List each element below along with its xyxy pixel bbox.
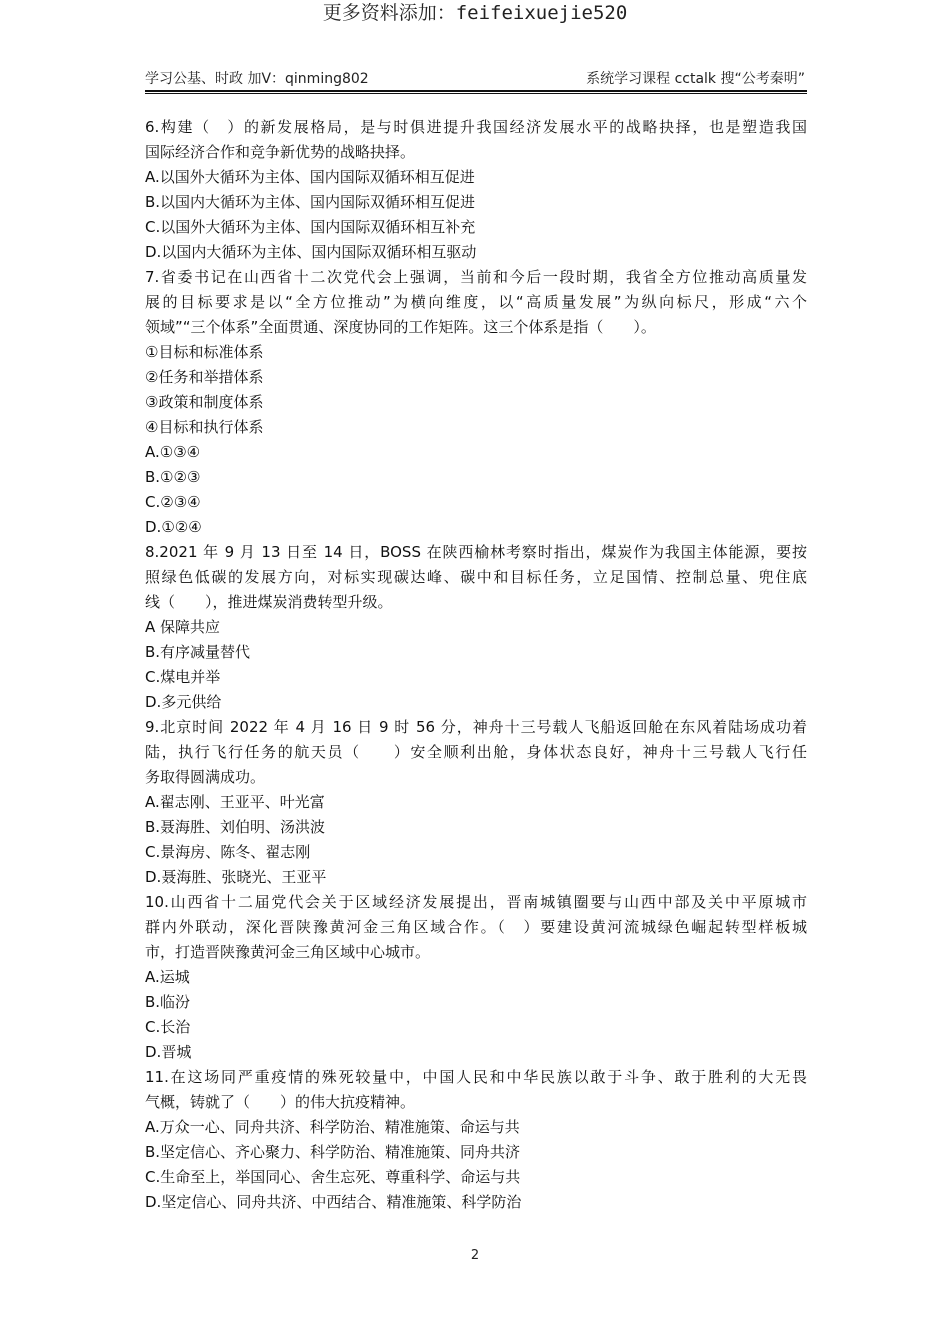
text-line: 国际经济合作和竞争新优势的战略抉择。 xyxy=(145,143,416,161)
text-line: C.长治 xyxy=(145,1018,191,1036)
text-line: B.聂海胜、刘伯明、汤洪波 xyxy=(145,818,326,836)
text-line: ③政策和制度体系 xyxy=(145,393,264,411)
text-line: ④目标和执行体系 xyxy=(145,418,264,436)
text-line: 8.2021 年 9 月 13 日至 14 日，BOSS 在陕西榆林考察时指出，煤炭作为我国主体能源，要按 xyxy=(145,543,807,561)
text-line: A 保障共应 xyxy=(145,618,221,636)
text-line: 群内外联动，深化晋陕豫黄河金三角区域合作。（ ）要建设黄河流城绿色崛起转型样板城 xyxy=(145,918,807,936)
header-right-text: 系统学习课程 cctalk 搜“公考秦明” xyxy=(586,71,805,87)
text-line: 务取得圆满成功。 xyxy=(145,768,266,786)
text-line: 10.山西省十二届党代会关于区域经济发展提出，晋南城镇圈要与山西中部及关中平原城市 xyxy=(145,893,807,911)
text-line: 7.省委书记在山西省十二次党代会上强调，当前和今后一段时期，我省全方位推动高质量发 xyxy=(145,268,807,286)
text-line: ②任务和举措体系 xyxy=(145,368,264,386)
page-header xyxy=(145,70,805,92)
header-left-text: 学习公基、时政 加V：qinming802 xyxy=(145,71,369,87)
text-line: ①目标和标准体系 xyxy=(145,343,264,361)
text-line: A.万众一心、同舟共济、科学防治、精准施策、命运与共 xyxy=(145,1118,520,1136)
text-line: B.有序减量替代 xyxy=(145,643,251,661)
text-line: 线（ ），推进煤炭消费转型升级。 xyxy=(145,593,393,611)
text-line: 市，打造晋陕豫黄河金三角区域中心城市。 xyxy=(145,943,431,961)
text-line: B.坚定信心、齐心聚力、科学防治、精准施策、同舟共济 xyxy=(145,1143,521,1161)
text-line: A.以国外大循环为主体、国内国际双循环相互促进 xyxy=(145,168,475,186)
text-line: A.运城 xyxy=(145,968,190,986)
page-number: 2 xyxy=(470,1248,480,1263)
text-line: 陆，执行飞行任务的航天员（ ）安全顺利出舱，身体状态良好，神舟十三号载人飞行任 xyxy=(145,743,807,761)
text-line: D.①②④ xyxy=(145,518,202,536)
text-line: C.以国外大循环为主体、国内国际双循环相互补充 xyxy=(145,218,476,236)
text-line: 气概，铸就了（ ）的伟大抗疫精神。 xyxy=(145,1093,416,1111)
text-line: B.临汾 xyxy=(145,993,191,1011)
text-line: D.多元供给 xyxy=(145,693,222,711)
text-line: D.聂海胜、张晓光、王亚平 xyxy=(145,868,327,886)
watermark-text: 更多资料添加：feifeixuejie520 xyxy=(322,2,628,24)
text-line: C.煤电并举 xyxy=(145,668,221,686)
text-line: D.坚定信心、同舟共济、中西结合、精准施策、科学防治 xyxy=(145,1193,522,1211)
text-line: C.生命至上，举国同心、舍生忘死、尊重科学、命运与共 xyxy=(145,1168,521,1186)
text-line: D.以国内大循环为主体、国内国际双循环相互驱动 xyxy=(145,243,477,261)
text-line: 6.构建（ ）的新发展格局，是与时俱进提升我国经济发展水平的战略抉择，也是塑造我国 xyxy=(145,118,807,136)
document-body xyxy=(145,115,807,1215)
text-line: A.翟志刚、王亚平、叶光富 xyxy=(145,793,325,811)
text-line: 9.北京时间 2022 年 4 月 16 日 9 时 56 分，神舟十三号载人飞船返回舱在东风着陆场成功着 xyxy=(145,718,807,736)
text-line: 展的目标要求是以“全方位推动”为横向维度，以“高质量发展”为纵向标尺，形成“六个 xyxy=(145,293,807,311)
text-line: B.①②③ xyxy=(145,468,201,486)
text-line: 照绿色低碳的发展方向，对标实现碳达峰、碳中和目标任务，立足国情、控制总量、兜住底 xyxy=(145,568,807,586)
text-line: A.①③④ xyxy=(145,443,201,461)
text-line: C.景海房、陈冬、翟志刚 xyxy=(145,843,311,861)
text-line: 领域”“三个体系”全面贯通、深度协同的工作矩阵。这三个体系是指（ ）。 xyxy=(145,318,656,336)
text-line: D.晋城 xyxy=(145,1043,192,1061)
text-line: C.②③④ xyxy=(145,493,201,511)
text-line: B.以国内大循环为主体、国内国际双循环相互促进 xyxy=(145,193,476,211)
header-divider xyxy=(145,90,807,94)
text-line: 11.在这场同严重疫情的殊死较量中，中国人民和中华民族以敢于斗争、敢于胜利的大无畏 xyxy=(145,1068,807,1086)
